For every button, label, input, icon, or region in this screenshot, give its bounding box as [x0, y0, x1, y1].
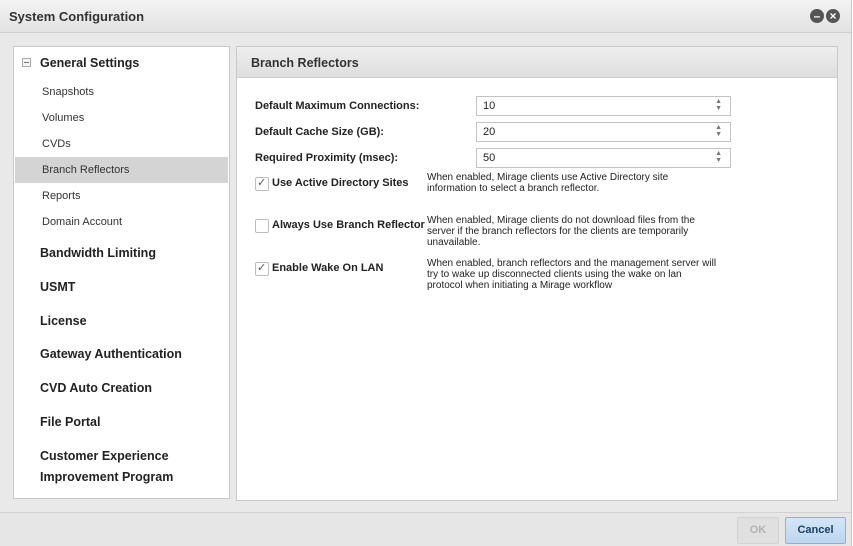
description-line: unavailable.	[427, 237, 481, 248]
use-ad-sites-description	[427, 172, 737, 194]
sidebar-item-domain-account[interactable]	[15, 209, 228, 235]
description-line: server if the branch reflectors for the clients are temporarily	[427, 226, 689, 237]
cache-size-value: 20	[483, 126, 496, 138]
use-ad-sites-label[interactable]: Use Active Directory Sites	[272, 177, 409, 189]
close-icon[interactable]: ×	[826, 9, 840, 23]
always-use-br-description	[427, 215, 737, 248]
description-line: protocol when initiating a Mirage workflow	[427, 280, 613, 291]
description-line: try to wake up disconnected clients using the wake on lan	[427, 269, 682, 280]
sidebar-item-snapshots[interactable]	[15, 79, 228, 105]
description-line: When enabled, Mirage clients use Active Directory site	[427, 172, 669, 183]
minimize-icon[interactable]: –	[810, 9, 824, 23]
wake-on-lan-checkbox[interactable]	[255, 262, 269, 276]
ok-button[interactable]: OK	[737, 517, 779, 544]
use-ad-sites-checkbox[interactable]	[255, 177, 269, 191]
sidebar-item-label: Branch Reflectors	[42, 164, 130, 176]
branch-reflectors-panel	[236, 46, 838, 501]
always-use-br-checkbox[interactable]	[255, 219, 269, 233]
description-line: When enabled, branch reflectors and the management server will	[427, 258, 717, 269]
sidebar-section-file-portal[interactable]: File Portal	[40, 415, 101, 429]
cache-size-label: Default Cache Size (GB):	[255, 126, 384, 138]
sidebar-item-label: Reports	[42, 190, 81, 202]
max-connections-stepper[interactable]	[476, 96, 731, 116]
wake-on-lan-label[interactable]: Enable Wake On LAN	[272, 262, 384, 274]
proximity-value: 50	[483, 152, 496, 164]
cancel-button[interactable]: Cancel	[785, 517, 846, 544]
sidebar-item-cvds[interactable]	[15, 131, 228, 157]
cache-size-stepper[interactable]	[476, 122, 731, 142]
sidebar-item-volumes[interactable]	[15, 105, 228, 131]
sidebar-section-customer-experience[interactable]: Customer Experience	[40, 449, 169, 463]
sidebar-section-license[interactable]: License	[40, 314, 87, 328]
sidebar-section-usmt[interactable]: USMT	[40, 280, 76, 294]
panel-header	[237, 47, 837, 78]
dialog-footer	[0, 512, 851, 546]
always-use-br-label[interactable]: Always Use Branch Reflector	[272, 219, 425, 231]
panel-title: Branch Reflectors	[251, 56, 359, 70]
sidebar-section-cvd-auto-creation[interactable]: CVD Auto Creation	[40, 381, 153, 395]
description-line: information to select a branch reflector.	[427, 183, 600, 194]
checkmark-icon: ✓	[257, 177, 267, 189]
proximity-stepper[interactable]	[476, 148, 731, 168]
settings-sidebar	[13, 46, 230, 499]
sidebar-section-general-settings[interactable]: General Settings	[40, 56, 140, 70]
stepper-arrows-icon[interactable]: ▲ ▼	[715, 150, 722, 164]
sidebar-item-label: Domain Account	[42, 216, 123, 228]
sidebar-item-label: CVDs	[42, 138, 71, 150]
sidebar-section-improvement-program[interactable]: Improvement Program	[40, 470, 174, 484]
wake-on-lan-description	[427, 258, 737, 291]
sidebar-item-label: Volumes	[42, 112, 85, 124]
max-connections-value: 10	[483, 100, 496, 112]
dialog-title: System Configuration	[9, 9, 145, 24]
proximity-label: Required Proximity (msec):	[255, 152, 399, 164]
sidebar-item-label: Snapshots	[42, 86, 94, 98]
max-connections-label: Default Maximum Connections:	[255, 100, 420, 112]
sidebar-item-branch-reflectors[interactable]	[15, 157, 228, 183]
sidebar-section-gateway-authentication[interactable]: Gateway Authentication	[40, 347, 182, 361]
dialog-titlebar	[0, 0, 851, 33]
checkmark-icon: ✓	[257, 262, 267, 274]
stepper-arrows-icon[interactable]: ▲ ▼	[715, 98, 722, 112]
description-line: When enabled, Mirage clients do not download files from the	[427, 215, 695, 226]
collapse-icon[interactable]	[22, 58, 31, 67]
stepper-arrows-icon[interactable]: ▲ ▼	[715, 124, 722, 138]
sidebar-section-bandwidth-limiting[interactable]: Bandwidth Limiting	[40, 246, 156, 260]
sidebar-item-reports[interactable]	[15, 183, 228, 209]
